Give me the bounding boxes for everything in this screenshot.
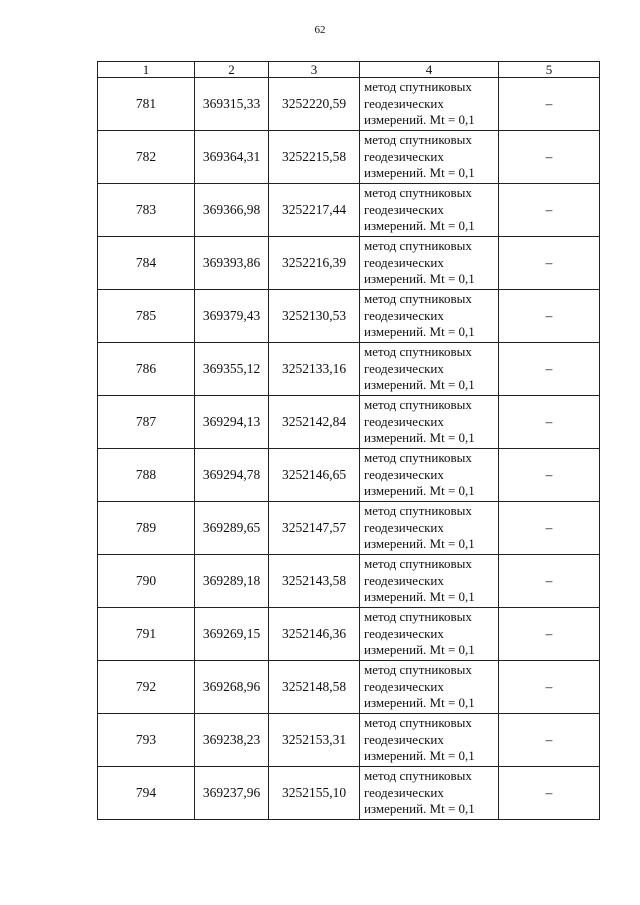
y-coordinate-cell: 3252147,57 bbox=[269, 502, 360, 555]
description-cell: – bbox=[499, 608, 600, 661]
method-text-line: метод спутниковых bbox=[364, 185, 472, 200]
method-text-line: измерений. Mt = 0,1 bbox=[364, 430, 475, 445]
point-number-cell: 790 bbox=[98, 555, 195, 608]
column-header: 2 bbox=[195, 62, 269, 78]
table-row bbox=[98, 343, 600, 396]
y-coordinate-cell: 3252153,31 bbox=[269, 714, 360, 767]
description-cell: – bbox=[499, 661, 600, 714]
x-coordinate-cell: 369379,43 bbox=[195, 290, 269, 343]
method-text-line: геодезических bbox=[364, 413, 444, 429]
table-row bbox=[98, 767, 600, 820]
method-text-line: геодезических bbox=[364, 625, 444, 641]
table-row bbox=[98, 78, 600, 131]
point-number-cell: 791 bbox=[98, 608, 195, 661]
table-row bbox=[98, 555, 600, 608]
point-number-cell: 786 bbox=[98, 343, 195, 396]
description-cell: – bbox=[499, 343, 600, 396]
description-cell: – bbox=[499, 767, 600, 820]
y-coordinate-cell: 3252148,58 bbox=[269, 661, 360, 714]
x-coordinate-cell: 369289,18 bbox=[195, 555, 269, 608]
method-text-line: геодезических bbox=[364, 572, 444, 588]
y-coordinate-cell: 3252146,36 bbox=[269, 608, 360, 661]
table-row bbox=[98, 184, 600, 237]
point-number-cell: 792 bbox=[98, 661, 195, 714]
page-number: 62 bbox=[314, 24, 326, 36]
x-coordinate-cell: 369268,96 bbox=[195, 661, 269, 714]
point-number-cell: 781 bbox=[98, 78, 195, 131]
method-text-line: геодезических bbox=[364, 95, 444, 111]
description-cell: – bbox=[499, 131, 600, 184]
method-text-line: метод спутниковых bbox=[364, 79, 472, 94]
x-coordinate-cell: 369237,96 bbox=[195, 767, 269, 820]
method-text-line: метод спутниковых bbox=[364, 768, 472, 783]
method-text-line: измерений. Mt = 0,1 bbox=[364, 218, 475, 233]
y-coordinate-cell: 3252220,59 bbox=[269, 78, 360, 131]
y-coordinate-cell: 3252216,39 bbox=[269, 237, 360, 290]
description-cell: – bbox=[499, 555, 600, 608]
method-cell bbox=[360, 237, 499, 290]
method-text-line: метод спутниковых bbox=[364, 609, 472, 624]
method-text-line: метод спутниковых bbox=[364, 132, 472, 147]
method-cell bbox=[360, 714, 499, 767]
point-number-cell: 793 bbox=[98, 714, 195, 767]
method-text-line: метод спутниковых bbox=[364, 503, 472, 518]
point-number-cell: 789 bbox=[98, 502, 195, 555]
column-header: 1 bbox=[98, 62, 195, 78]
method-text-line: измерений. Mt = 0,1 bbox=[364, 324, 475, 339]
y-coordinate-cell: 3252146,65 bbox=[269, 449, 360, 502]
method-text-line: измерений. Mt = 0,1 bbox=[364, 801, 475, 816]
method-text-line: измерений. Mt = 0,1 bbox=[364, 748, 475, 763]
x-coordinate-cell: 369269,15 bbox=[195, 608, 269, 661]
point-number-cell: 785 bbox=[98, 290, 195, 343]
method-text-line: измерений. Mt = 0,1 bbox=[364, 377, 475, 392]
method-cell bbox=[360, 131, 499, 184]
description-cell: – bbox=[499, 449, 600, 502]
method-text-line: геодезических bbox=[364, 307, 444, 323]
method-cell bbox=[360, 502, 499, 555]
x-coordinate-cell: 369294,13 bbox=[195, 396, 269, 449]
y-coordinate-cell: 3252133,16 bbox=[269, 343, 360, 396]
table-row bbox=[98, 449, 600, 502]
table-row bbox=[98, 661, 600, 714]
method-cell bbox=[360, 608, 499, 661]
table-header-row bbox=[98, 62, 600, 78]
x-coordinate-cell: 369315,33 bbox=[195, 78, 269, 131]
y-coordinate-cell: 3252215,58 bbox=[269, 131, 360, 184]
table-row bbox=[98, 502, 600, 555]
table-row bbox=[98, 290, 600, 343]
method-text-line: геодезических bbox=[364, 731, 444, 747]
method-text-line: метод спутниковых bbox=[364, 344, 472, 359]
point-number-cell: 787 bbox=[98, 396, 195, 449]
description-cell: – bbox=[499, 714, 600, 767]
description-cell: – bbox=[499, 502, 600, 555]
point-number-cell: 782 bbox=[98, 131, 195, 184]
method-cell bbox=[360, 290, 499, 343]
method-text-line: измерений. Mt = 0,1 bbox=[364, 112, 475, 127]
description-cell: – bbox=[499, 396, 600, 449]
x-coordinate-cell: 369289,65 bbox=[195, 502, 269, 555]
method-text-line: геодезических bbox=[364, 201, 444, 217]
column-header: 5 bbox=[499, 62, 600, 78]
method-text-line: измерений. Mt = 0,1 bbox=[364, 589, 475, 604]
method-text-line: измерений. Mt = 0,1 bbox=[364, 271, 475, 286]
method-text-line: метод спутниковых bbox=[364, 238, 472, 253]
y-coordinate-cell: 3252130,53 bbox=[269, 290, 360, 343]
method-text-line: геодезических bbox=[364, 360, 444, 376]
method-cell bbox=[360, 343, 499, 396]
x-coordinate-cell: 369238,23 bbox=[195, 714, 269, 767]
coordinates-table bbox=[97, 61, 600, 820]
method-cell bbox=[360, 767, 499, 820]
y-coordinate-cell: 3252142,84 bbox=[269, 396, 360, 449]
description-cell: – bbox=[499, 78, 600, 131]
method-cell bbox=[360, 78, 499, 131]
method-text-line: метод спутниковых bbox=[364, 450, 472, 465]
description-cell: – bbox=[499, 184, 600, 237]
point-number-cell: 788 bbox=[98, 449, 195, 502]
column-header: 4 bbox=[360, 62, 499, 78]
point-number-cell: 784 bbox=[98, 237, 195, 290]
description-cell: – bbox=[499, 290, 600, 343]
table-row bbox=[98, 131, 600, 184]
method-text-line: геодезических bbox=[364, 519, 444, 535]
x-coordinate-cell: 369294,78 bbox=[195, 449, 269, 502]
method-text-line: измерений. Mt = 0,1 bbox=[364, 536, 475, 551]
y-coordinate-cell: 3252155,10 bbox=[269, 767, 360, 820]
y-coordinate-cell: 3252143,58 bbox=[269, 555, 360, 608]
method-text-line: геодезических bbox=[364, 678, 444, 694]
method-text-line: метод спутниковых bbox=[364, 715, 472, 730]
table-row bbox=[98, 237, 600, 290]
point-number-cell: 783 bbox=[98, 184, 195, 237]
method-text-line: геодезических bbox=[364, 148, 444, 164]
method-text-line: измерений. Mt = 0,1 bbox=[364, 642, 475, 657]
x-coordinate-cell: 369355,12 bbox=[195, 343, 269, 396]
method-cell bbox=[360, 555, 499, 608]
method-text-line: метод спутниковых bbox=[364, 291, 472, 306]
y-coordinate-cell: 3252217,44 bbox=[269, 184, 360, 237]
table-row bbox=[98, 608, 600, 661]
table-row bbox=[98, 714, 600, 767]
x-coordinate-cell: 369364,31 bbox=[195, 131, 269, 184]
method-cell bbox=[360, 449, 499, 502]
method-text-line: геодезических bbox=[364, 254, 444, 270]
method-text-line: измерений. Mt = 0,1 bbox=[364, 483, 475, 498]
method-text-line: геодезических bbox=[364, 784, 444, 800]
method-text-line: метод спутниковых bbox=[364, 397, 472, 412]
method-text-line: измерений. Mt = 0,1 bbox=[364, 165, 475, 180]
method-cell bbox=[360, 396, 499, 449]
column-header: 3 bbox=[269, 62, 360, 78]
method-cell bbox=[360, 661, 499, 714]
method-text-line: метод спутниковых bbox=[364, 556, 472, 571]
method-text-line: измерений. Mt = 0,1 bbox=[364, 695, 475, 710]
point-number-cell: 794 bbox=[98, 767, 195, 820]
method-cell bbox=[360, 184, 499, 237]
method-text-line: метод спутниковых bbox=[364, 662, 472, 677]
method-text-line: геодезических bbox=[364, 466, 444, 482]
x-coordinate-cell: 369393,86 bbox=[195, 237, 269, 290]
x-coordinate-cell: 369366,98 bbox=[195, 184, 269, 237]
description-cell: – bbox=[499, 237, 600, 290]
table-row bbox=[98, 396, 600, 449]
